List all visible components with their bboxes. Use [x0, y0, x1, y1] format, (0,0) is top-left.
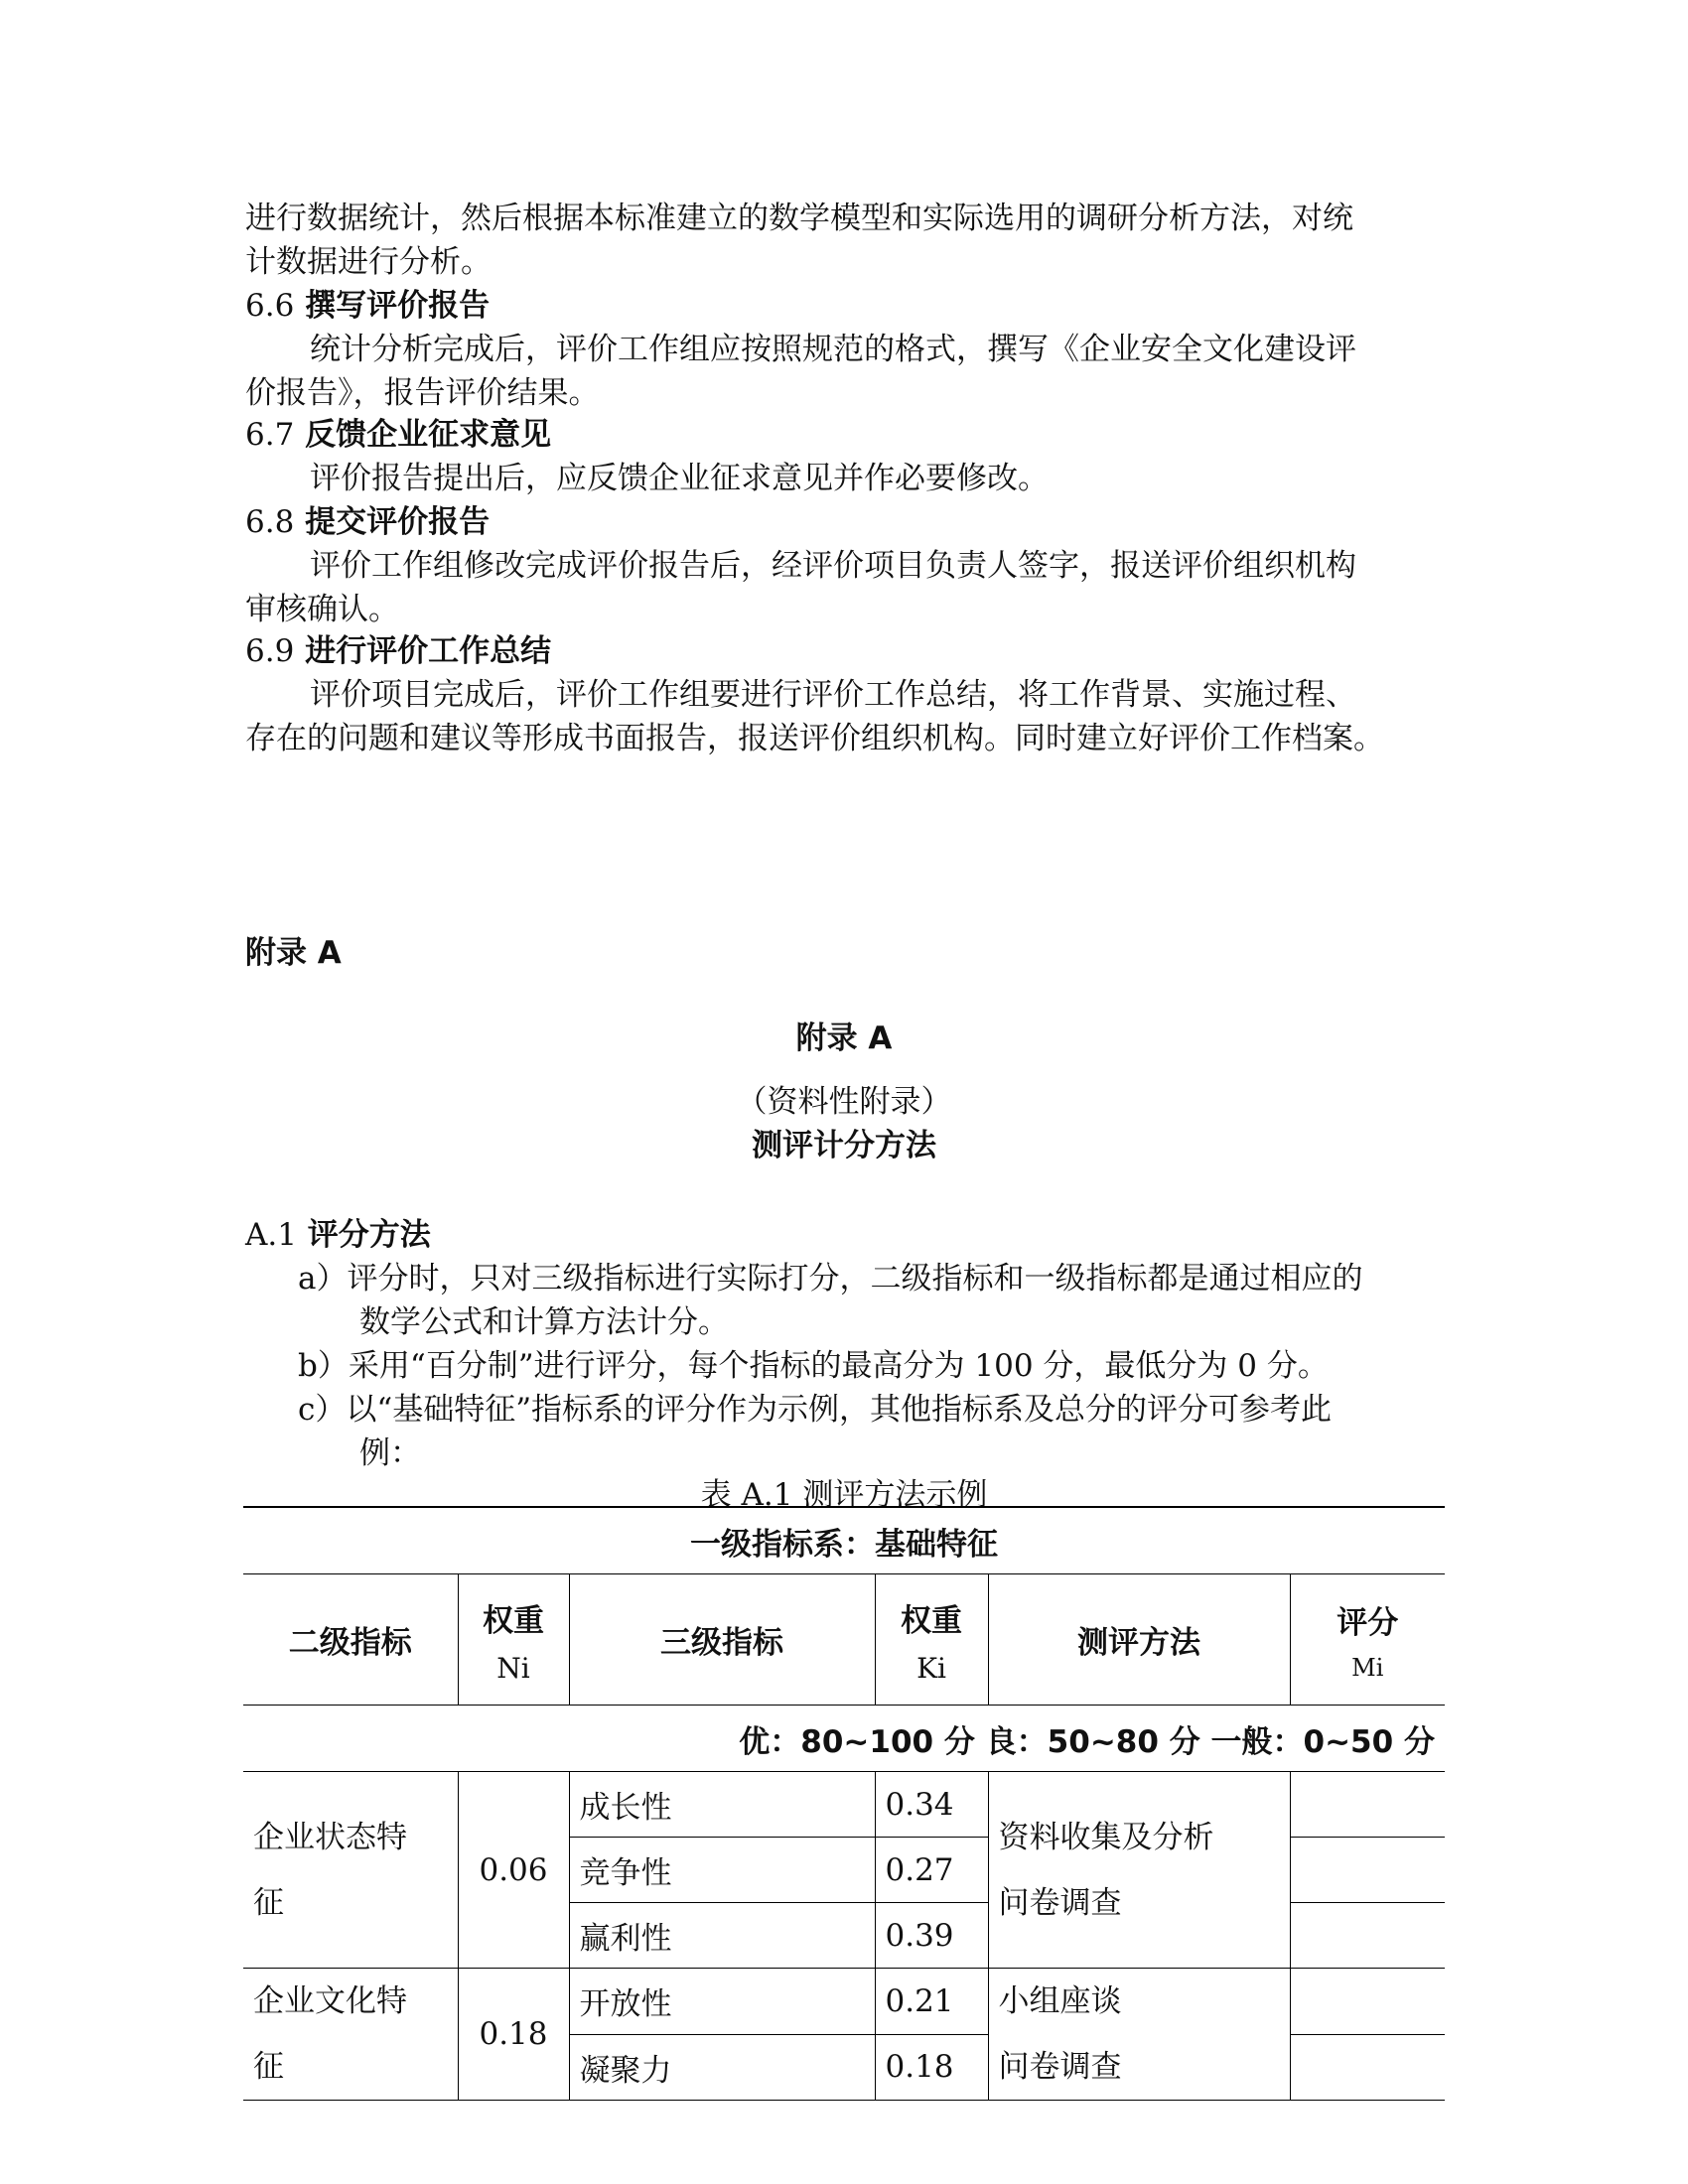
paragraph-line: 统计分析完成后，评价工作组应按照规范的格式，撰写《企业安全文化建设评: [310, 332, 1356, 367]
paragraph-line: 评价工作组修改完成评价报告后，经评价项目负责人签字，报送评价组织机构: [310, 548, 1356, 584]
section-heading-6-9: [245, 629, 551, 673]
section-heading-6-8: [245, 500, 490, 544]
section-title: 进行评价工作总结: [305, 633, 552, 669]
third-indicator-cell: 开放性: [569, 1969, 875, 2035]
section-number: 6.7: [245, 417, 295, 453]
section-heading-a1: [245, 1213, 431, 1257]
weight-k-cell: 0.34: [875, 1772, 988, 1838]
paragraph-line: 进行数据统计，然后根据本标准建立的数学模型和实际选用的调研分析方法，对统: [245, 201, 1353, 236]
table-row: [243, 1772, 1445, 1838]
score-cell: [1290, 2034, 1445, 2101]
evaluation-table: [243, 1506, 1445, 2101]
table-title: 一级指标系：基础特征: [243, 1507, 1445, 1574]
appendix-heading: 附录 A: [795, 1021, 893, 1056]
method-line: 问卷调查: [998, 2049, 1122, 2085]
weight-k-cell: 0.18: [875, 2034, 988, 2101]
section-number: 6.6: [245, 288, 295, 324]
header-weight-k-label: 权重: [901, 1602, 962, 1639]
section-title: 评分方法: [307, 1217, 431, 1253]
section-number: A.1: [245, 1217, 297, 1253]
second-indicator-line: 征: [253, 2049, 284, 2085]
appendix-subtitle: （资料性附录）: [736, 1084, 952, 1120]
list-item-b: b）采用“百分制”进行评分，每个指标的最高分为 100 分，最低分为 0 分。: [298, 1348, 1329, 1384]
paragraph-line: 评价报告提出后，应反馈企业征求意见并作必要修改。: [310, 461, 1049, 496]
section-heading-6-7: [245, 413, 551, 457]
table-row: [243, 1969, 1445, 2035]
list-item-c-cont: 例：: [359, 1435, 421, 1471]
paragraph-line: 审核确认。: [245, 592, 399, 627]
section-number: 6.8: [245, 504, 295, 540]
method-cell: [988, 1969, 1290, 2101]
appendix-heading-left: 附录 A: [245, 935, 342, 971]
header-second-indicator: 二级指标: [243, 1574, 458, 1706]
section-heading-6-6: [245, 284, 490, 328]
second-indicator-cell: [243, 1969, 458, 2101]
method-line: 资料收集及分析: [998, 1819, 1214, 1855]
appendix-title: 测评计分方法: [752, 1128, 936, 1163]
score-cell: [1290, 1838, 1445, 1903]
list-item-a: a）评分时，只对三级指标进行实际打分，二级指标和一级指标都是通过相应的: [298, 1261, 1363, 1297]
header-score-label: 评分: [1336, 1605, 1399, 1641]
weight-k-cell: 0.27: [875, 1838, 988, 1903]
paragraph-line: 价报告》，报告评价结果。: [245, 375, 600, 411]
third-indicator-cell: 成长性: [569, 1772, 875, 1838]
header-score: [1290, 1574, 1445, 1706]
score-cell: [1290, 1969, 1445, 2035]
third-indicator-cell: 凝聚力: [569, 2034, 875, 2101]
section-title: 提交评价报告: [305, 504, 491, 540]
paragraph-line: 计数据进行分析。: [245, 244, 492, 280]
weight-k-cell: 0.39: [875, 1903, 988, 1969]
paragraph-line: 评价项目完成后，评价工作组要进行评价工作总结，将工作背景、实施过程、: [310, 677, 1356, 713]
third-indicator-cell: 竞争性: [569, 1838, 875, 1903]
header-weight-n-symbol: Ni: [496, 1651, 530, 1685]
second-indicator-line: 企业状态特: [253, 1819, 407, 1855]
header-score-symbol: Mi: [1351, 1654, 1384, 1682]
weight-k-cell: 0.21: [875, 1969, 988, 2035]
method-line: 小组座谈: [998, 1983, 1122, 2019]
grade-scale: 优：80~100 分 良：50~80 分 一般：0~50 分: [243, 1706, 1445, 1772]
header-weight-n-label: 权重: [483, 1602, 544, 1639]
header-weight-k: [875, 1574, 988, 1706]
method-cell: [988, 1772, 1290, 1969]
score-cell: [1290, 1772, 1445, 1838]
section-title: 反馈企业征求意见: [305, 417, 552, 453]
list-item-c: c）以“基础特征”指标系的评分作为示例，其他指标系及总分的评分可参考此: [298, 1392, 1333, 1428]
method-line: 问卷调查: [998, 1884, 1122, 1921]
header-weight-k-symbol: Ki: [916, 1651, 946, 1685]
section-number: 6.9: [245, 633, 295, 669]
weight-n-cell: 0.18: [458, 1969, 569, 2101]
third-indicator-cell: 赢利性: [569, 1903, 875, 1969]
list-item-a-cont: 数学公式和计算方法计分。: [359, 1304, 729, 1340]
second-indicator-cell: [243, 1772, 458, 1969]
table-caption: 表 A.1 测评方法示例: [700, 1477, 988, 1513]
header-method: 测评方法: [988, 1574, 1290, 1706]
header-third-indicator: 三级指标: [569, 1574, 875, 1706]
second-indicator-line: 企业文化特: [253, 1983, 407, 2019]
section-title: 撰写评价报告: [305, 288, 491, 324]
paragraph-line: 存在的问题和建议等形成书面报告，报送评价组织机构。同时建立好评价工作档案。: [245, 721, 1384, 756]
second-indicator-line: 征: [253, 1884, 284, 1921]
score-cell: [1290, 1903, 1445, 1969]
header-weight-n: [458, 1574, 569, 1706]
weight-n-cell: 0.06: [458, 1772, 569, 1969]
